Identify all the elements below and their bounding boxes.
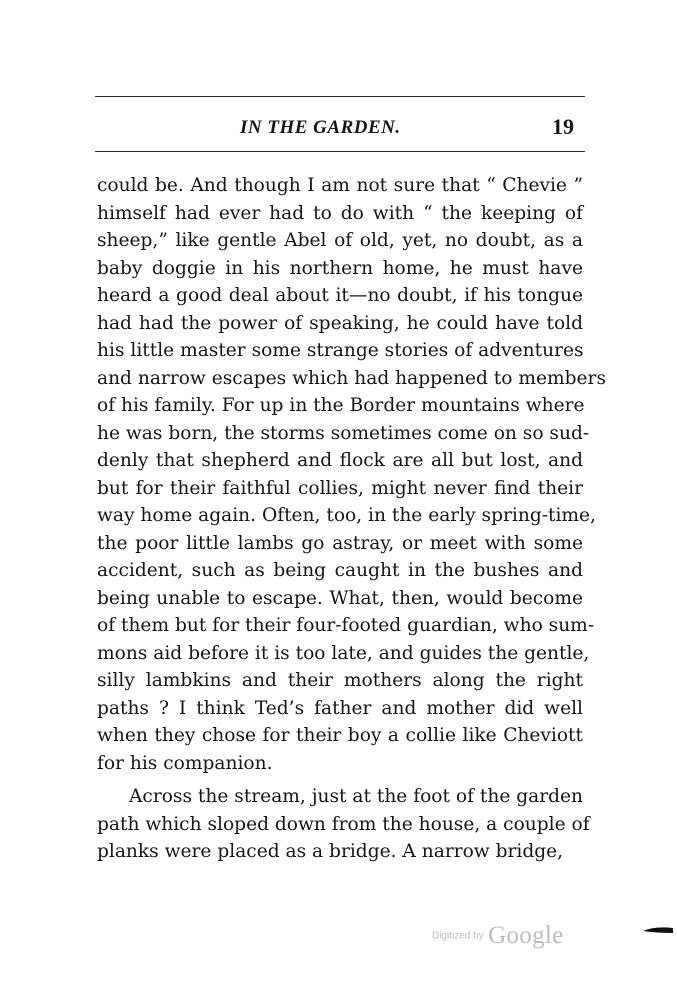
text-line: himself had ever had to do with “ the keeping of [97, 202, 583, 224]
text-line: could be. And though I am not sure that “ Chevie ” [97, 175, 583, 196]
text-line: planks were placed as a bridge. A narrow bridge, [97, 841, 564, 862]
body-text [97, 172, 606, 866]
text-line: his little master some strange stories of adventures [97, 340, 584, 361]
text-line: baby doggie in his northern home, he must have [97, 257, 583, 279]
text-line: sheep,” like gentle Abel of old, yet, no doubt, as a [97, 230, 583, 251]
text-line: of them but for their four-footed guardian, who sum- [97, 615, 595, 636]
text-line: paths ? I think Ted’s father and mother did well [97, 697, 583, 719]
text-line: the poor little lambs go astray, or meet with some [97, 532, 583, 554]
text-line: being unable to escape. What, then, would become [97, 587, 583, 609]
text-line: when they chose for their boy a collie like Cheviott [97, 725, 583, 746]
text-line: of his family. For up in the Border mountains where [97, 395, 585, 416]
paragraph [97, 783, 590, 866]
text-line: heard a good deal about it—no doubt, if his tongue [97, 285, 583, 306]
header-rule-top [95, 96, 585, 97]
text-line: but for their faithful collies, might never find their [97, 477, 583, 499]
header-rule-bottom [95, 151, 585, 152]
text-line: for his companion. [97, 752, 273, 774]
ink-mark-icon [643, 924, 673, 936]
text-line: had had the power of speaking, he could have told [97, 312, 583, 334]
paragraph [97, 172, 606, 777]
text-line: way home again. Often, too, in the early spring-time, [97, 505, 596, 526]
text-line: Across the stream, just at the foot of the garden [129, 786, 583, 807]
text-line: and narrow escapes which had happened to members [97, 367, 606, 389]
google-logo: Google [488, 922, 564, 949]
text-line: accident, such as being caught in the bushes and [97, 560, 583, 581]
text-line: denly that shepherd and flock are all but lost, and [97, 450, 583, 471]
running-title: IN THE GARDEN. [240, 117, 401, 138]
digitized-watermark [432, 922, 564, 950]
text-line: path which sloped down from the house, a couple of [97, 813, 590, 835]
page-number: 19 [552, 114, 574, 139]
digitized-by-label: Digitized by [432, 930, 484, 942]
text-line: silly lambkins and their mothers along the right [97, 670, 583, 691]
text-line: he was born, the storms sometimes come on so sud- [97, 422, 590, 444]
text-line: mons aid before it is too late, and guides the gentle, [97, 642, 590, 664]
